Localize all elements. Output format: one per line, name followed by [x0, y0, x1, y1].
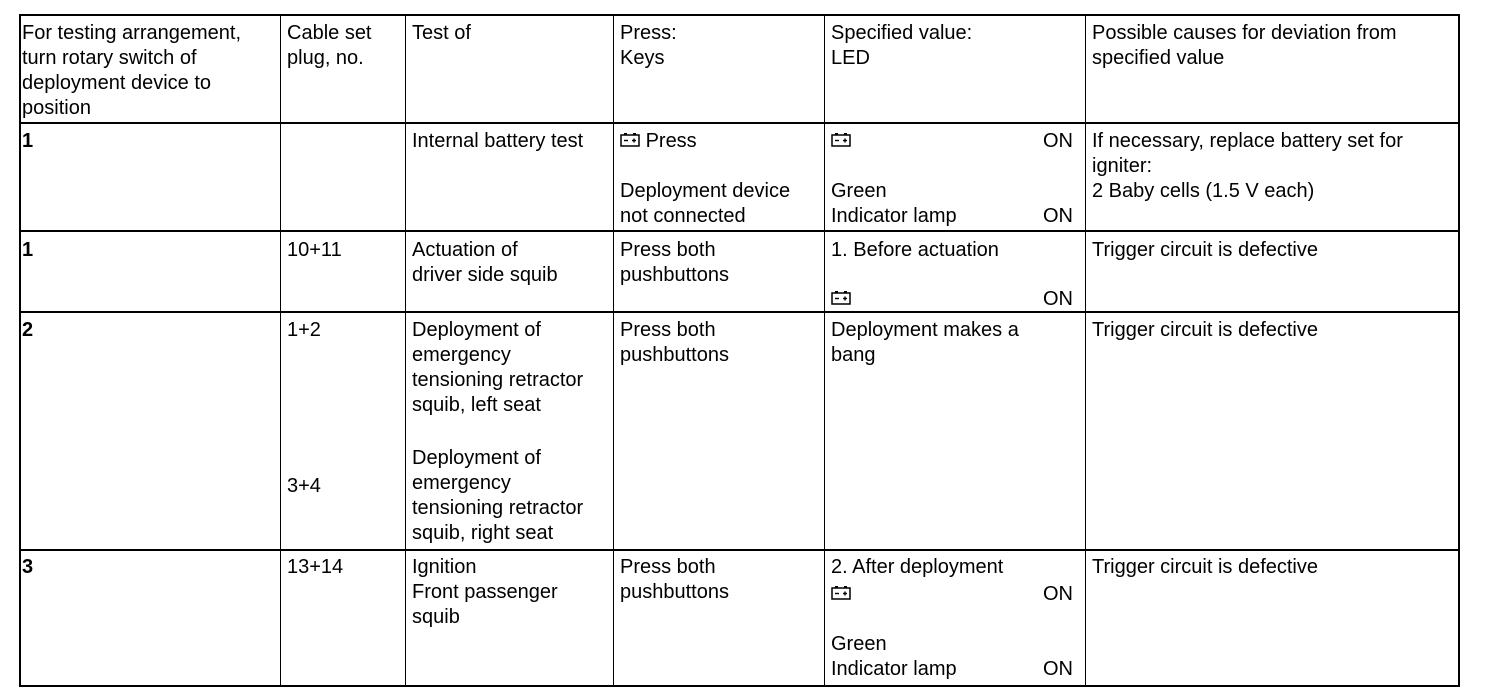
cell-text-line: squib, right seat: [412, 522, 554, 544]
cell-text-line: Deployment of: [412, 447, 541, 469]
cell-text-line: driver side squib: [412, 264, 558, 286]
row-divider: [19, 549, 1460, 551]
column-divider: [280, 14, 281, 687]
row-divider: [19, 122, 1460, 124]
row-4-test: [412, 555, 558, 630]
header-text-line: Test of: [412, 22, 471, 44]
cell-text-line: Press both: [620, 239, 716, 261]
cell-text-line: pushbuttons: [620, 264, 729, 286]
row-3-keys: [620, 318, 729, 368]
cell-text-line: Press both: [620, 319, 716, 341]
header-text-line: Keys: [620, 47, 665, 69]
row-divider: [19, 311, 1460, 313]
led-indicator-label: Indicator lamp: [831, 205, 957, 227]
header-test: [412, 21, 471, 46]
row-4-keys: [620, 555, 729, 605]
row-3-plug: 1+2: [287, 319, 321, 341]
row-4-position: 3: [22, 556, 34, 578]
led-on-value: ON: [1043, 288, 1073, 310]
cell-text-line: Press both: [620, 556, 716, 578]
led-green-label: Green: [831, 633, 887, 655]
led-green-label: Green: [831, 180, 887, 202]
header-text-line: Specified value:: [831, 22, 973, 44]
row-1-led: [831, 129, 1085, 229]
cell-text-line: Actuation of: [412, 239, 518, 261]
cell-text-line: Front passenger: [412, 581, 558, 603]
header-causes: [1092, 21, 1397, 71]
led-state-label: 2. After deployment: [831, 556, 1004, 578]
column-divider: [824, 14, 825, 687]
header-led: [831, 21, 972, 71]
led-on-value: ON: [1043, 130, 1073, 152]
row-3-test: [412, 318, 583, 418]
row-2-led: [831, 238, 1085, 310]
led-on-value: ON: [1043, 658, 1073, 680]
header-keys: [620, 21, 677, 71]
cell-text-line: emergency: [412, 472, 511, 494]
cell-text-line: Deployment device: [620, 180, 791, 203]
cell-text-line: bang: [831, 344, 876, 366]
column-divider: [405, 14, 406, 687]
row-2-causes: [1092, 238, 1318, 263]
cell-text-line: Trigger circuit is defective: [1092, 239, 1318, 261]
row-1-keys: [620, 129, 820, 229]
row-2-plug: 10+11: [287, 239, 342, 261]
row-2-position: 1: [22, 239, 34, 261]
cell-text-line: pushbuttons: [620, 581, 729, 603]
battery-icon: [831, 129, 851, 154]
row-1-causes: [1092, 129, 1403, 204]
cell-text-line: pushbuttons: [620, 344, 729, 366]
battery-icon: [831, 287, 851, 312]
battery-icon: [831, 582, 851, 607]
cell-text-line: not connected: [620, 205, 746, 228]
header-text-line: Cable set: [287, 22, 372, 44]
header-text-line: Possible causes for deviation from: [1092, 22, 1397, 44]
header-text-line: turn rotary switch of: [22, 47, 197, 69]
cell-text-line: Deployment makes a: [831, 319, 1019, 341]
cell-text-line: Ignition: [412, 556, 477, 578]
header-plug: [287, 21, 372, 71]
row-4-led: [831, 555, 1085, 685]
row-3-causes: [1092, 318, 1318, 343]
cell-text-line: Deployment of: [412, 319, 541, 341]
row-3-position: 2: [22, 319, 34, 341]
header-position: [22, 21, 241, 121]
battery-icon: [620, 129, 640, 154]
cell-text-line: emergency: [412, 344, 511, 366]
cell-text-line: igniter:: [1092, 155, 1153, 177]
row-4-plug: 13+14: [287, 556, 344, 578]
header-text-line: For testing arrangement,: [22, 22, 241, 44]
cell-text-line: squib, left seat: [412, 394, 541, 416]
header-text-line: specified value: [1092, 47, 1225, 69]
cell-text-line: If necessary, replace battery set for: [1092, 130, 1403, 152]
row-3-test-2: [412, 446, 583, 546]
row-2-test: [412, 238, 558, 288]
row-3-led: [831, 318, 1019, 368]
row-2-keys: [620, 238, 729, 288]
header-text-line: Press:: [620, 22, 677, 44]
cell-text-line: Trigger circuit is defective: [1092, 319, 1318, 341]
test-table: [19, 14, 1460, 687]
press-label: Press: [645, 130, 697, 152]
header-text-line: deployment device to: [22, 72, 212, 94]
row-1-position: 1: [22, 130, 34, 152]
row-divider: [19, 230, 1460, 232]
cell-text-line: tensioning retractor: [412, 497, 584, 519]
cell-text-line: 2 Baby cells (1.5 V each): [1092, 180, 1315, 202]
key-press-line: [620, 129, 820, 154]
cell-text-line: squib: [412, 606, 460, 628]
column-divider: [1085, 14, 1086, 687]
cell-text-line: Internal battery test: [412, 130, 584, 152]
header-text-line: plug, no.: [287, 47, 364, 69]
header-text-line: position: [22, 97, 91, 119]
row-4-causes: [1092, 555, 1318, 580]
led-state-label: 1. Before actuation: [831, 239, 999, 261]
row-3-plug-2: 3+4: [287, 475, 321, 497]
header-text-line: LED: [831, 47, 870, 69]
led-indicator-label: Indicator lamp: [831, 658, 957, 680]
cell-text-line: tensioning retractor: [412, 369, 584, 391]
column-divider: [613, 14, 614, 687]
row-1-test: [412, 129, 583, 154]
led-on-value: ON: [1043, 583, 1073, 605]
cell-text-line: Trigger circuit is defective: [1092, 556, 1318, 578]
led-on-value: ON: [1043, 205, 1073, 227]
